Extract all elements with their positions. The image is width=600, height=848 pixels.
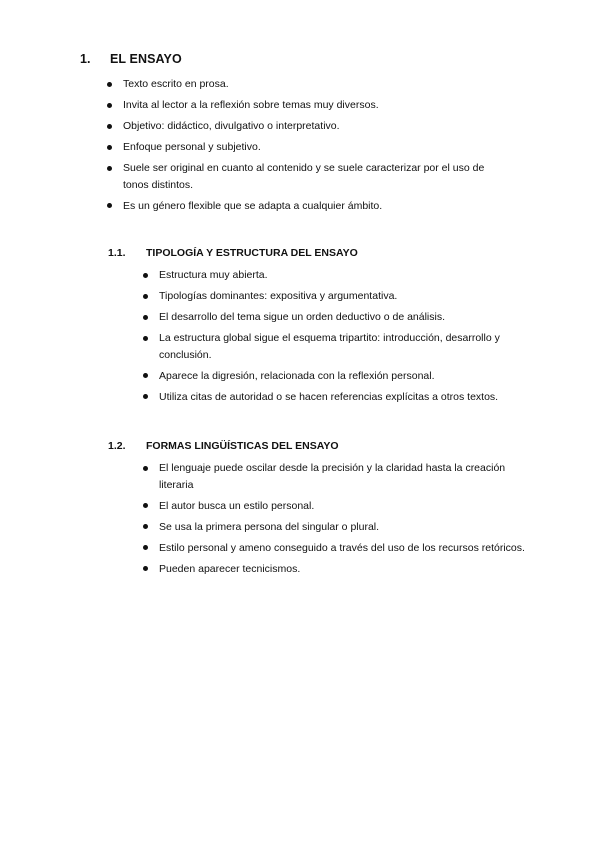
bullet-icon bbox=[107, 166, 112, 171]
subsection-heading bbox=[108, 247, 358, 259]
bullet-icon bbox=[107, 124, 112, 129]
section-number: 1. bbox=[80, 52, 91, 66]
list-item bbox=[143, 540, 528, 557]
list-item bbox=[107, 76, 507, 93]
list-item-text: Se usa la primera persona del singular o plural. bbox=[159, 520, 380, 533]
list-item-text: Tipologías dominantes: expositiva y argumentativa. bbox=[159, 290, 398, 303]
bullet-icon bbox=[143, 503, 148, 508]
list-item-text: El lenguaje puede oscilar desde la precisión y la claridad hasta la creación literaria bbox=[159, 462, 506, 491]
list-item-text: El desarrollo del tema sigue un orden deductivo o de análisis. bbox=[159, 311, 446, 324]
list-item bbox=[143, 368, 528, 385]
section-title: EL ENSAYO bbox=[110, 52, 182, 66]
bullet-icon bbox=[143, 315, 148, 320]
bullet-icon bbox=[143, 566, 148, 571]
list-item bbox=[143, 498, 528, 515]
section-heading bbox=[80, 52, 182, 66]
list-item-text: Aparece la digresión, relacionada con la reflexión personal. bbox=[159, 369, 435, 382]
list-item-text: Suele ser original en cuanto al contenido y se suele caracterizar por el uso de tonos distintos. bbox=[123, 162, 485, 191]
list-item bbox=[143, 309, 528, 326]
list-item bbox=[107, 97, 507, 114]
bullet-icon bbox=[107, 82, 112, 87]
list-item bbox=[143, 561, 528, 578]
list-item bbox=[143, 330, 528, 363]
list-item-text: Pueden aparecer tecnicismos. bbox=[159, 562, 301, 575]
list-item-text: Invita al lector a la reflexión sobre temas muy diversos. bbox=[123, 99, 379, 112]
list-item bbox=[143, 288, 528, 305]
bullet-icon bbox=[143, 336, 148, 341]
list-item-text: El autor busca un estilo personal. bbox=[159, 499, 315, 512]
subsection-title: FORMAS LINGÜÍSTICAS DEL ENSAYO bbox=[146, 440, 339, 452]
bullet-icon bbox=[143, 294, 148, 299]
list-item bbox=[107, 118, 507, 135]
list-item-text: Objetivo: didáctico, divulgativo o interpretativo. bbox=[123, 120, 340, 133]
list-item bbox=[143, 519, 528, 536]
list-item bbox=[107, 198, 507, 215]
bullet-icon bbox=[143, 373, 148, 378]
bullet-icon bbox=[143, 545, 148, 550]
list-item bbox=[107, 160, 507, 193]
bullet-icon bbox=[143, 394, 148, 399]
list-item-text: Texto escrito en prosa. bbox=[123, 78, 229, 90]
bullet-icon bbox=[107, 103, 112, 108]
list-item-text: La estructura global sigue el esquema tripartito: introducción, desarrollo y conclusión. bbox=[159, 332, 500, 361]
list-item bbox=[107, 139, 507, 156]
subsection-number: 1.2. bbox=[108, 440, 126, 452]
bullet-icon bbox=[107, 145, 112, 150]
list-item bbox=[143, 460, 528, 493]
subsection-bullet-list bbox=[143, 460, 528, 582]
list-item-text: Estilo personal y ameno conseguido a través del uso de los recursos retóricos. bbox=[159, 541, 525, 554]
subsection-bullet-list bbox=[143, 267, 528, 410]
list-item-text: Utiliza citas de autoridad o se hacen referencias explícitas a otros textos. bbox=[159, 390, 499, 403]
subsection-heading bbox=[108, 440, 339, 452]
list-item bbox=[143, 389, 528, 406]
bullet-icon bbox=[143, 273, 148, 278]
bullet-icon bbox=[143, 466, 148, 471]
list-item-text: Estructura muy abierta. bbox=[159, 269, 268, 281]
list-item-text: Enfoque personal y subjetivo. bbox=[123, 141, 261, 154]
list-item bbox=[143, 267, 528, 284]
subsection-title: TIPOLOGÍA Y ESTRUCTURA DEL ENSAYO bbox=[146, 247, 358, 259]
bullet-icon bbox=[107, 203, 112, 208]
subsection-number: 1.1. bbox=[108, 247, 126, 259]
list-item-text: Es un género flexible que se adapta a cualquier ámbito. bbox=[123, 199, 383, 212]
section-bullet-list bbox=[107, 76, 507, 219]
bullet-icon bbox=[143, 524, 148, 529]
